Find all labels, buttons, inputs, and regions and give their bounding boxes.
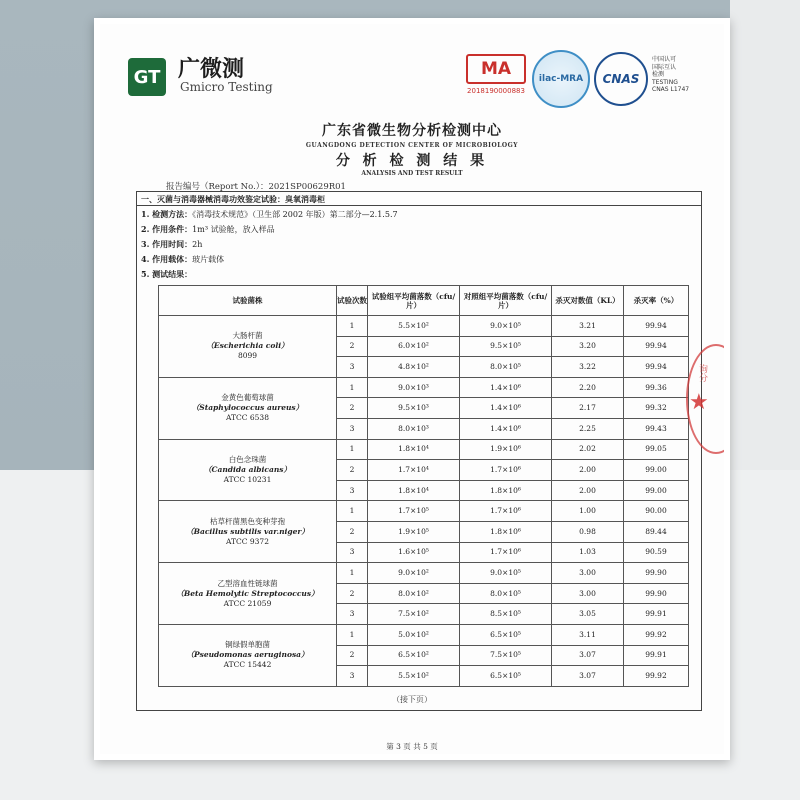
seal-text: 询分: [697, 364, 707, 382]
test-count-cell: 1.8×10⁴: [368, 439, 460, 460]
cnas-line: 中国认可: [652, 56, 677, 63]
control-count-cell: 9.5×10⁵: [460, 336, 552, 357]
kill-rate-cell: 99.91: [624, 604, 689, 625]
table-row: [159, 377, 689, 398]
continued-note: （接下页）: [392, 695, 432, 704]
info-value: 《消毒技术规范》（卫生部 2002 年版）第二部分—2.1.5.7: [192, 210, 398, 219]
kill-log-cell: 3.22: [552, 357, 624, 378]
cma-number: 2018190000883: [467, 87, 525, 95]
kill-log-cell: 2.20: [552, 377, 624, 398]
report-page: [100, 24, 724, 754]
kill-rate-cell: 90.00: [624, 501, 689, 522]
kill-rate-cell: 99.43: [624, 418, 689, 439]
strain-cell: [159, 563, 337, 625]
strain-name-sci: （Escherichia coli）: [206, 341, 289, 351]
kill-log-cell: 3.00: [552, 583, 624, 604]
strain-name-cn: 铜绿假单胞菌: [225, 640, 270, 650]
control-count-cell: 7.5×10⁵: [460, 645, 552, 666]
results-table: [158, 285, 689, 687]
info-label: 1. 检测方法：: [141, 209, 193, 219]
kill-log-cell: 2.00: [552, 460, 624, 481]
ilac-mra-icon: ilac-MRA: [532, 50, 590, 108]
run-cell: 1: [337, 563, 368, 584]
run-cell: 3: [337, 480, 368, 501]
test-count-cell: 6.5×10²: [368, 645, 460, 666]
strain-name-sci: （Pseudomonas aeruginosa）: [186, 650, 309, 660]
kill-log-cell: 1.03: [552, 542, 624, 563]
kill-log-cell: 3.07: [552, 666, 624, 687]
strain-atcc: ATCC 21059: [223, 598, 272, 608]
kill-rate-cell: 99.92: [624, 624, 689, 645]
table-row: [159, 624, 689, 645]
kill-rate-cell: 99.94: [624, 316, 689, 337]
run-cell: 2: [337, 336, 368, 357]
kill-rate-cell: 99.00: [624, 480, 689, 501]
strain-atcc: ATCC 9372: [226, 536, 269, 546]
test-count-cell: 1.7×10⁵: [368, 501, 460, 522]
info-duration: [141, 239, 202, 250]
strain-name-sci: （Staphylococcus aureus）: [191, 403, 304, 413]
run-cell: 1: [337, 377, 368, 398]
kill-rate-cell: 99.90: [624, 563, 689, 584]
control-count-cell: 1.7×10⁶: [460, 460, 552, 481]
run-cell: 3: [337, 542, 368, 563]
test-count-cell: 9.0×10³: [368, 377, 460, 398]
header-kill-rate: 杀灭率（%）: [624, 286, 689, 316]
test-count-cell: 6.0×10²: [368, 336, 460, 357]
control-count-cell: 1.4×10⁶: [460, 418, 552, 439]
control-count-cell: 1.8×10⁶: [460, 480, 552, 501]
info-value: 1m³ 试验舱，放入样品: [192, 225, 275, 234]
kill-rate-cell: 99.94: [624, 336, 689, 357]
kill-log-cell: 1.00: [552, 501, 624, 522]
control-count-cell: 8.5×10⁵: [460, 604, 552, 625]
kill-log-cell: 3.07: [552, 645, 624, 666]
run-cell: 3: [337, 418, 368, 439]
header-run: 试验次数: [337, 286, 368, 316]
run-cell: 2: [337, 460, 368, 481]
kill-rate-cell: 99.90: [624, 583, 689, 604]
table-row: [159, 439, 689, 460]
test-count-cell: 4.8×10²: [368, 357, 460, 378]
strain-name-sci: （Beta Hemolytic Streptococcus）: [176, 588, 319, 598]
cma-mark-icon: MA: [466, 54, 526, 84]
strain-atcc: ATCC 15442: [223, 660, 272, 670]
run-cell: 2: [337, 398, 368, 419]
test-count-cell: 1.6×10⁵: [368, 542, 460, 563]
strain-name-cn: 大肠杆菌: [232, 331, 263, 341]
strain-cell: [159, 439, 337, 501]
gmicro-logo-icon: GT: [128, 58, 166, 96]
strain-cell: [159, 501, 337, 563]
info-label: 4. 作用载体：: [141, 254, 193, 264]
strain-name-cn: 乙型溶血性链球菌: [217, 578, 278, 588]
table-row: [159, 316, 689, 337]
test-count-cell: 1.7×10⁴: [368, 460, 460, 481]
result-title-en: ANALYSIS AND TEST RESULT: [361, 170, 463, 177]
cnas-line: 国际互认: [652, 63, 677, 71]
kill-log-cell: 3.00: [552, 563, 624, 584]
test-count-cell: 9.0×10²: [368, 563, 460, 584]
kill-log-cell: 2.25: [552, 418, 624, 439]
kill-log-cell: 2.17: [552, 398, 624, 419]
run-cell: 3: [337, 604, 368, 625]
info-method: [141, 209, 398, 220]
table-row: [159, 563, 689, 584]
header-strain: 试验菌株: [159, 286, 337, 316]
strain-name-cn: 枯草杆菌黑色变种芽孢: [210, 516, 285, 526]
kill-rate-cell: 99.91: [624, 645, 689, 666]
page-number: 第 3 页 共 5 页: [386, 742, 438, 751]
table-header-row: [159, 286, 689, 316]
test-count-cell: 8.0×10²: [368, 583, 460, 604]
strain-name-cn: 金黄色葡萄球菌: [221, 393, 274, 403]
kill-log-cell: 3.20: [552, 336, 624, 357]
control-count-cell: 1.4×10⁶: [460, 377, 552, 398]
kill-rate-cell: 99.32: [624, 398, 689, 419]
results-box: [136, 191, 702, 711]
run-cell: 1: [337, 501, 368, 522]
report-number: 报告编号（Report No.）：2021SP00629R01: [166, 182, 346, 192]
run-cell: 2: [337, 645, 368, 666]
strain-atcc: ATCC 10231: [223, 474, 272, 484]
control-count-cell: 9.0×10⁵: [460, 563, 552, 584]
control-count-cell: 1.4×10⁶: [460, 398, 552, 419]
control-count-cell: 6.5×10⁵: [460, 666, 552, 687]
control-count-cell: 1.7×10⁶: [460, 501, 552, 522]
info-carrier: [141, 254, 224, 265]
info-condition: [141, 224, 275, 235]
kill-rate-cell: 99.36: [624, 377, 689, 398]
picture-frame: [94, 18, 730, 760]
header-kill-log: 杀灭对数值（KL）: [552, 286, 624, 316]
control-count-cell: 8.0×10⁵: [460, 583, 552, 604]
control-count-cell: 1.8×10⁶: [460, 521, 552, 542]
section-heading: 一、灭菌与消毒器械消毒功效鉴定试验：臭氧消毒柜: [141, 194, 325, 204]
info-result: [141, 269, 192, 280]
run-cell: 2: [337, 583, 368, 604]
header-test-group: 试验组平均菌落数（cfu/片）: [368, 286, 460, 316]
info-label: 2. 作用条件：: [141, 224, 193, 234]
cma-certification: [464, 54, 528, 100]
cnas-accreditation-text: [652, 56, 689, 94]
test-count-cell: 5.5×10²: [368, 666, 460, 687]
strain-cell: [159, 316, 337, 378]
test-count-cell: 5.0×10²: [368, 624, 460, 645]
cnas-line: CNAS L1747: [652, 86, 690, 93]
info-label: 5. 测试结果：: [141, 269, 193, 279]
background-wall: [730, 0, 800, 470]
kill-log-cell: 3.05: [552, 604, 624, 625]
cnas-line: TESTING: [652, 78, 678, 86]
control-count-cell: 1.9×10⁶: [460, 439, 552, 460]
kill-rate-cell: 99.92: [624, 666, 689, 687]
strain-name-sci: （Bacillus subtilis var.niger）: [186, 526, 309, 536]
run-cell: 2: [337, 521, 368, 542]
info-value: 玻片载体: [192, 255, 225, 264]
control-count-cell: 9.0×10⁵: [460, 316, 552, 337]
kill-log-cell: 0.98: [552, 521, 624, 542]
center-title-cn: 广东省微生物分析检测中心: [322, 123, 502, 139]
kill-log-cell: 3.21: [552, 316, 624, 337]
control-count-cell: 6.5×10⁵: [460, 624, 552, 645]
info-value: 2h: [192, 240, 203, 249]
strain-cell: [159, 377, 337, 439]
kill-log-cell: 2.00: [552, 480, 624, 501]
test-count-cell: 5.5×10²: [368, 316, 460, 337]
test-count-cell: 7.5×10²: [368, 604, 460, 625]
strain-name-cn: 白色念珠菌: [228, 454, 267, 464]
test-count-cell: 1.9×10⁵: [368, 521, 460, 542]
strain-atcc: 8099: [237, 351, 258, 361]
seal-star-icon: ★: [689, 390, 709, 415]
test-count-cell: 1.8×10⁴: [368, 480, 460, 501]
control-count-cell: 1.7×10⁶: [460, 542, 552, 563]
run-cell: 3: [337, 357, 368, 378]
center-title-en: GUANGDONG DETECTION CENTER OF MICROBIOLOGY: [305, 142, 519, 149]
test-count-cell: 8.0×10³: [368, 418, 460, 439]
kill-rate-cell: 99.94: [624, 357, 689, 378]
run-cell: 3: [337, 666, 368, 687]
cnas-line: 检测: [652, 71, 665, 78]
strain-name-sci: （Candida albicans）: [204, 464, 291, 474]
kill-rate-cell: 99.00: [624, 460, 689, 481]
section-divider: [137, 205, 701, 206]
header-control-group: 对照组平均菌落数（cfu/片）: [460, 286, 552, 316]
kill-log-cell: 3.11: [552, 624, 624, 645]
company-name-cn: 广微测: [178, 57, 245, 82]
test-count-cell: 9.5×10³: [368, 398, 460, 419]
strain-cell: [159, 624, 337, 686]
kill-rate-cell: 90.59: [624, 542, 689, 563]
company-name-en: Gmicro Testing: [180, 80, 273, 94]
run-cell: 1: [337, 316, 368, 337]
kill-rate-cell: 99.05: [624, 439, 689, 460]
kill-rate-cell: 89.44: [624, 521, 689, 542]
run-cell: 1: [337, 624, 368, 645]
run-cell: 1: [337, 439, 368, 460]
cnas-logo-icon: CNAS: [594, 52, 648, 106]
table-row: [159, 501, 689, 522]
control-count-cell: 8.0×10⁵: [460, 357, 552, 378]
kill-log-cell: 2.02: [552, 439, 624, 460]
result-title-cn: 分 析 检 测 结 果: [335, 153, 489, 169]
info-label: 3. 作用时间：: [141, 239, 193, 249]
strain-atcc: ATCC 6538: [226, 413, 269, 423]
